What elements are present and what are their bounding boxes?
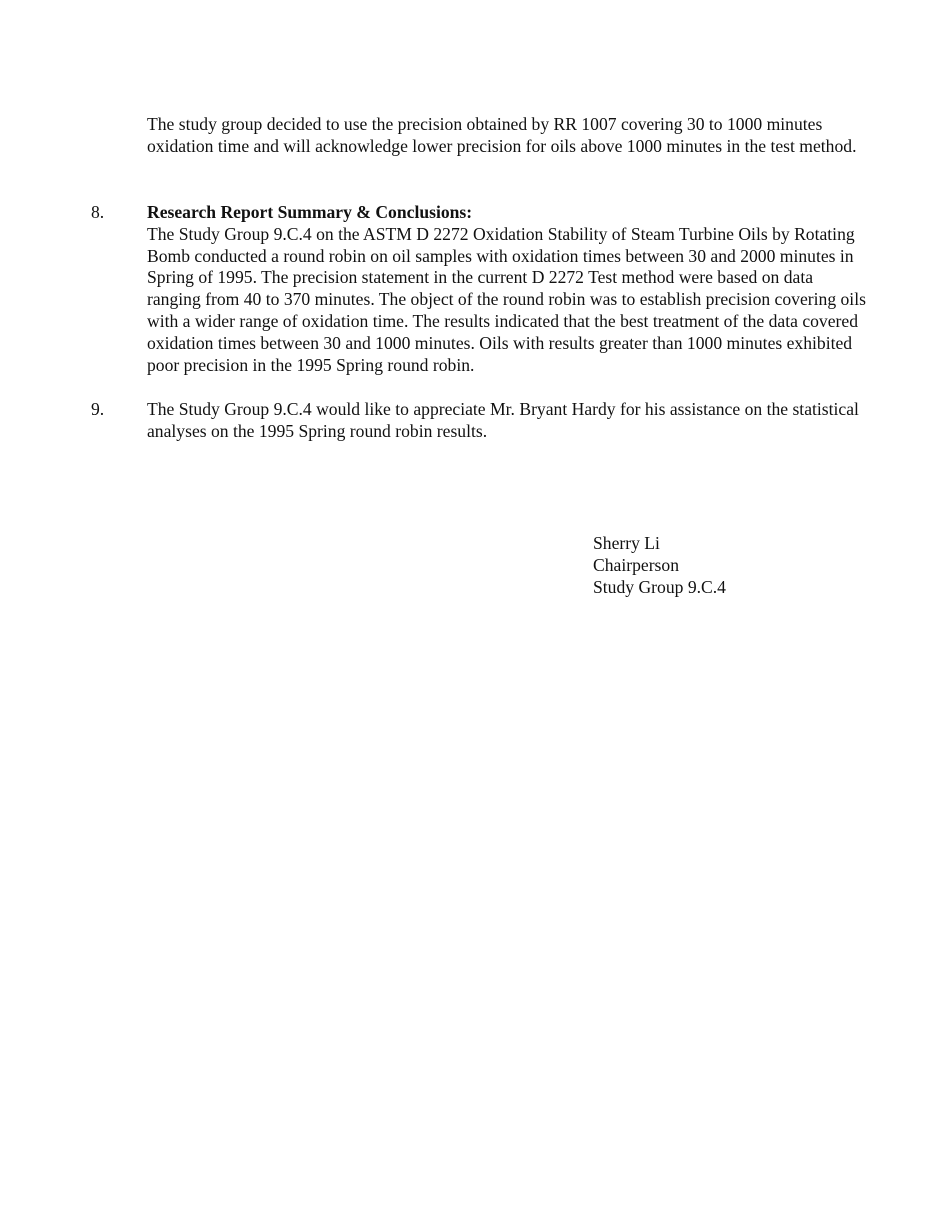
section-8-number: 8. (91, 202, 105, 222)
signature-title: Chairperson (593, 554, 679, 575)
section-9-body: The Study Group 9.C.4 would like to appreciate Mr. Bryant Hardy for his assistance on the statistical analyses on the 1995 Spring round robin results. (147, 399, 859, 441)
section-8 (147, 202, 867, 376)
signature-block (593, 533, 726, 598)
section-9-number: 9. (91, 399, 105, 419)
intro-paragraph: The study group decided to use the precision obtained by RR 1007 covering 30 to 1000 minutes oxidation time and will acknowledge lower precision for oils above 1000 minutes in the test method. (147, 114, 857, 156)
signature-group: Study Group 9.C.4 (593, 576, 726, 597)
section-8-body: The Study Group 9.C.4 on the ASTM D 2272 Oxidation Stability of Steam Turbine Oils by Rotating Bomb conducted a round robin on oil samples with oxidation times between 30 and 2000 minutes in Spring of 1995. The precision statement in the current D 2272 Test method were based on data ranging from 40 to 370 minutes. The object of the round robin was to establish precision covering oils with a wider range of oxidation time. The results indicated that the best treatment of the data covered oxidation times between 30 and 1000 minutes. Oils with results greater than 1000 minutes exhibited poor precision in the 1995 Spring round robin. (147, 223, 866, 375)
section-8-heading: Research Report Summary & Conclusions: (147, 202, 473, 222)
signature-name: Sherry Li (593, 533, 660, 553)
